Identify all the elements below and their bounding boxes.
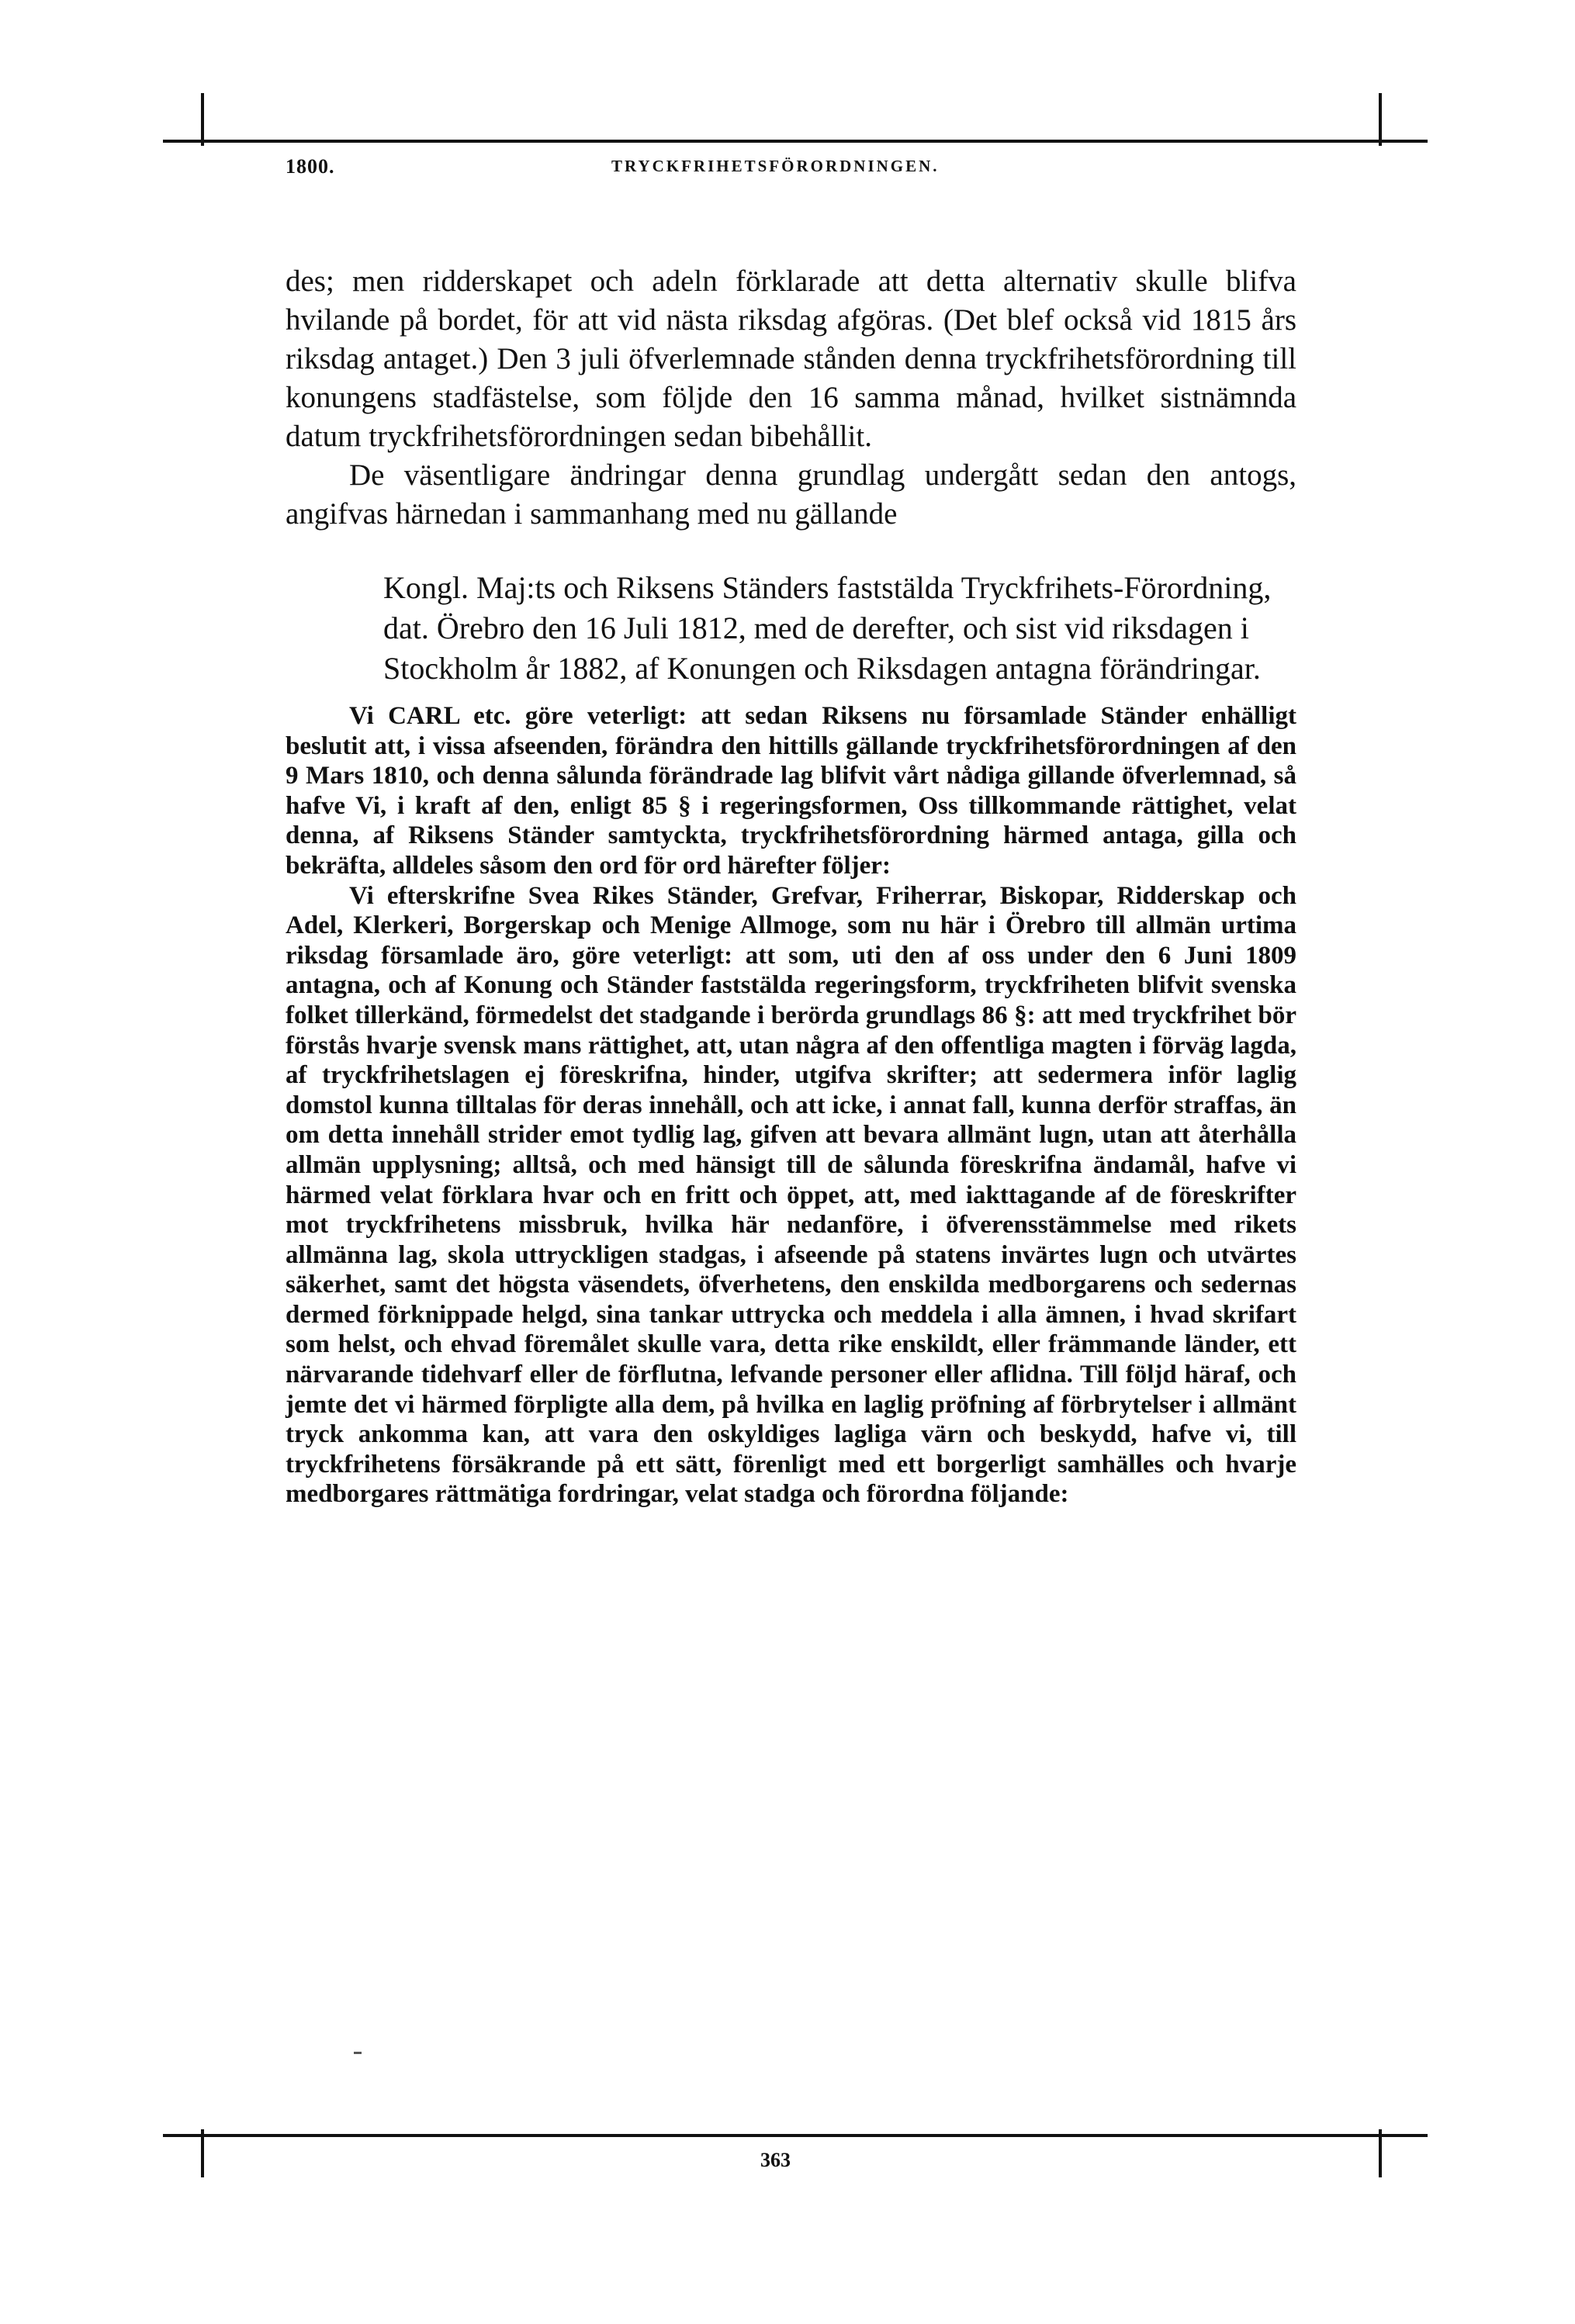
decree-paragraph-2: Vi efterskrifne Svea Rikes Ständer, Grefvar, Friherrar, Biskopar, Ridderskap och Adel, Klerkeri, Borgerskap och Menige Allmoge, som nu här i Örebro till allmän urtima riksdag församlade äro, göre veterligt: att som, uti den af oss under den 6 Juni 1809 antagna, och af Konung och Ständer faststälda regeringsform, tryckfriheten blifvit svenska folket tillerkänd, förmedelst det stadgande i berörda grundlags 86 §: att med tryckfrihet bör förstås hvarje svensk mans rättighet, att, utan några af den offentliga magten i förväg lagda, af tryckfrihetslagen ej föreskrifna, hinder, utgifva skrifter; att sedermera inför laglig domstol kunna tilltalas för deras innehåll, och att icke, i annat fall, kunna derför straffas, än om detta innehåll strider emot tydlig lag, gifven att bevara allmänt lugn, utan att återhålla allmän upplysning; alltså, och med hänsigt till de sålunda föreskrifna ändamål, hafve vi härmed velat förklara hvar och en fritt och öppet, att, med iakttagande af de föreskrifter mot tryckfrihetens missbruk, hvilka här nedanföre, i öfverensstämmelse med rikets allmänna lag, skola uttryckligen stadgas, i afseende på statens invärtes lugn och utvärtes säkerhet, samt det högsta väsendets, öfverhetens, den enskilda medborgarens och sedernas dermed förknippade helgd, sina tankar uttrycka och meddela i alla ämnen, i hvad skrifart som helst, och ehvad föremålet skulle vara, detta rike enskildt, eller främmande länder, ett närvarande tidehvarf eller de förflutna, lefvande personer eller aflidna. Till följd häraf, och jemte det vi härmed förpligte alla dem, på hvilka en laglig pröfning af förbrytelser i allmänt tryck ankomma kan, att vara den oskyldiges lagliga värn och beskydd, hafve vi, till tryckfrihetens försäkrande på ett sätt, förenligt med ett borgerligt samhälles och hvarje medborgares rättmätiga fordringar, velat stadga och förordna följande: — [286, 881, 1296, 1509]
top-right-crop-mark — [1379, 93, 1382, 146]
top-left-crop-mark — [201, 93, 204, 146]
page-number: 363 — [760, 2149, 791, 2171]
header-year: 1800. — [286, 155, 335, 178]
top-rule — [163, 140, 1428, 143]
bottom-rule — [163, 2134, 1428, 2137]
page-body — [286, 262, 1296, 1510]
ordinance-heading: Kongl. Maj:ts och Riksens Ständers faststälda Tryckfrihets-Förordning, dat. Örebro den 16 Juli 1812, med de derefter, och sist vid riksdagen i Stockholm år 1882, af Konungen och Riksdagen antagna förändringar. — [383, 570, 1272, 686]
header-title: TRYCKFRIHETSFÖRORDNINGEN. — [611, 157, 940, 175]
bottom-right-crop-mark — [1379, 2129, 1382, 2177]
bottom-left-crop-mark — [201, 2129, 204, 2177]
paragraph-1: des; men ridderskapet och adeln förklarade att detta alternativ skulle blifva hvilande på bordet, för att vid nästa riksdag afgöras. (Det blef också vid 1815 års riksdag antaget.) Den 3 juli öfverlemnade stånden denna tryckfrihetsförordning till konungens stadfästelse, som följde den 16 samma månad, hvilket sistnämnda datum tryckfrihetsförordningen sedan bibehållit. — [286, 265, 1296, 453]
paragraph-2: De väsentligare ändringar denna grundlag undergått sedan den antogs, angifvas härnedan i sammanhang med nu gällande — [286, 458, 1296, 531]
running-header — [286, 155, 1294, 186]
stray-mark — [354, 2052, 362, 2054]
decree-paragraph-1: Vi CARL etc. göre veterligt: att sedan Riksens nu församlade Ständer enhälligt beslutit att, i vissa afseenden, förändra den hittills gällande tryckfrihetsförordningen af den 9 Mars 1810, och denna sålunda förändrade lag blifvit vårt nådiga gillande öfverlemnad, så hafve Vi, i kraft af den, enligt 85 § i regeringsformen, Oss tillkommande rättighet, velat denna, af Riksens Ständer samtyckta, tryckfrihetsförordning härmed antaga, gilla och bekräfta, alldeles såsom den ord för ord härefter följer: — [286, 702, 1296, 880]
